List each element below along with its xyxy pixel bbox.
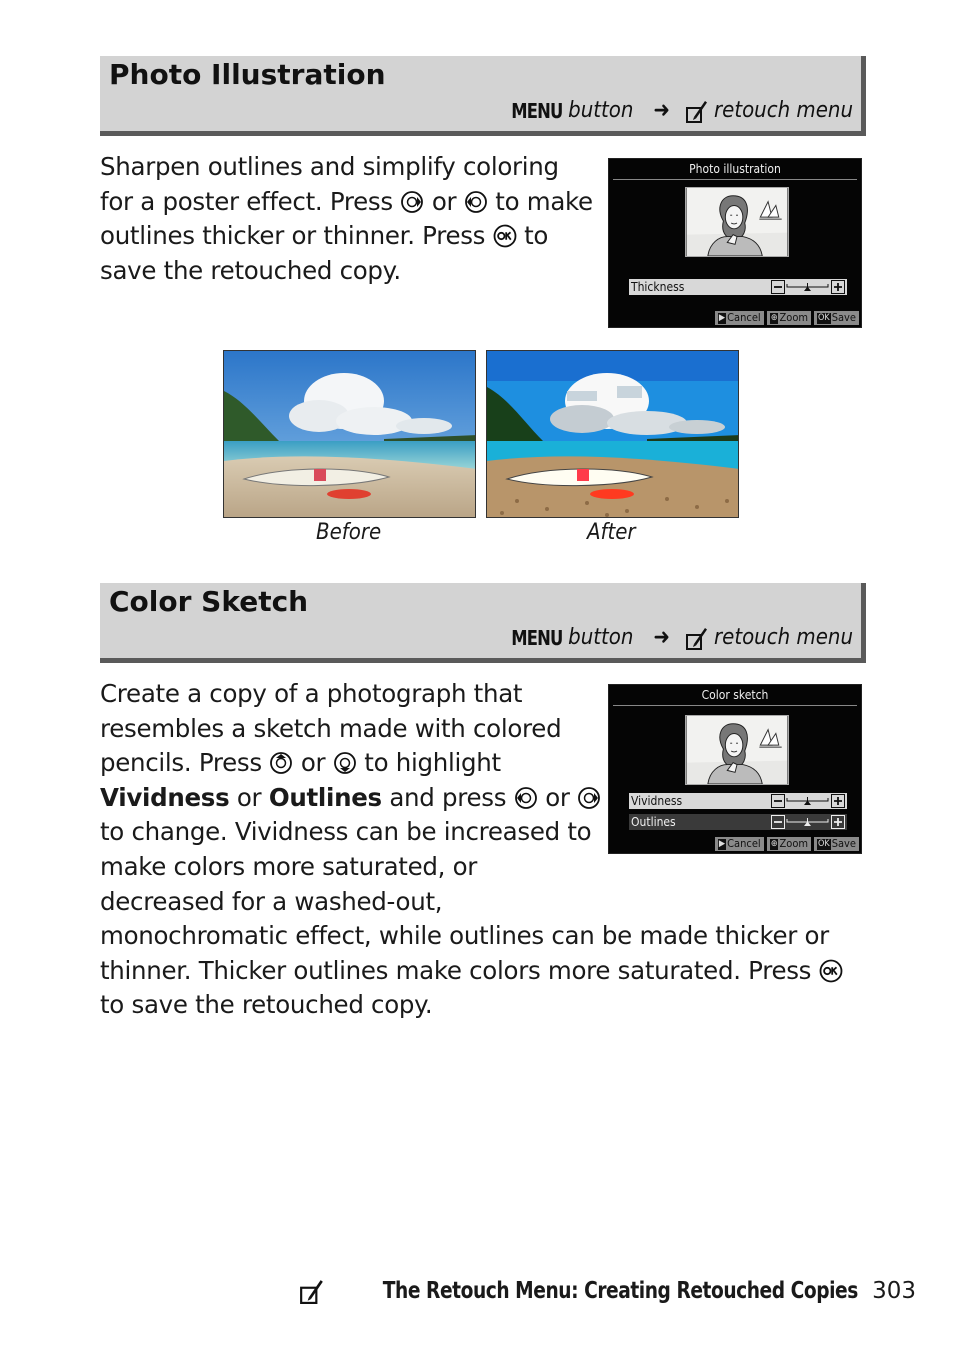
menu-key-label: MENU [510, 625, 563, 650]
ok-button-icon [819, 959, 843, 983]
beach-after-image [487, 351, 739, 518]
text-span: resembles a sketch made with colored [100, 713, 562, 743]
preview-image [685, 187, 789, 257]
cancel-hint [715, 837, 764, 851]
text-span: Sharpen outlines and simplify coloring [100, 152, 559, 181]
after-caption: After [587, 520, 636, 545]
outlines-slider [771, 815, 845, 829]
page-footer [300, 1278, 916, 1304]
retouch-menu-icon [686, 99, 708, 123]
save-label: Save [831, 311, 856, 324]
text-span: or [424, 186, 464, 216]
divider [613, 705, 857, 706]
vividness-slider [771, 794, 845, 808]
chapter-title: The Retouch Menu: Creating Retouched Copies [383, 1278, 859, 1304]
camera-screen-title: Color sketch [701, 688, 769, 702]
camera-footer [715, 311, 859, 325]
text-span: to highlight [356, 748, 501, 778]
retouch-menu-label: retouch menu [714, 98, 853, 123]
zoom-label: Zoom [779, 311, 809, 324]
zoom-hint [767, 837, 811, 851]
text-span: or [537, 782, 578, 812]
camera-screen-title: Photo illustration [689, 162, 781, 176]
text-span: save the retouched copy. [100, 255, 401, 285]
after-photo [486, 350, 739, 518]
text-line [100, 150, 593, 185]
save-hint [814, 311, 859, 325]
save-label: Save [831, 837, 856, 850]
multi-selector-up-icon [269, 751, 293, 775]
text-line [100, 919, 843, 954]
vividness-label: Vividness [631, 794, 683, 808]
divider [613, 179, 857, 180]
zoom-key-icon: ⊕ [770, 312, 778, 323]
text-line [100, 885, 843, 920]
text-line [100, 185, 593, 220]
cancel-label: Cancel [727, 311, 761, 324]
multi-selector-right-icon [400, 190, 424, 214]
camera-footer [715, 837, 859, 851]
text-span: or [229, 782, 269, 812]
text-span: make colors more saturated, or [100, 851, 478, 881]
playback-key-icon: ▶ [718, 312, 726, 323]
text-span: and press [381, 782, 514, 812]
ok-key-icon: OK [818, 312, 830, 323]
page-number: 303 [872, 1278, 916, 1304]
playback-key-icon: ▶ [718, 838, 726, 849]
preview-image [685, 715, 789, 785]
arrow-icon: ➜ [653, 98, 670, 123]
multi-selector-right-icon [577, 786, 601, 810]
text-span: outlines thicker or thinner. Press [100, 221, 493, 251]
menu-path [500, 625, 853, 650]
photo-illustration-camera-screen [608, 158, 862, 328]
retouch-menu-icon [686, 626, 708, 650]
ok-key-icon: OK [818, 838, 830, 849]
text-span: Create a copy of a photograph that [100, 679, 523, 708]
photo-illustration-description [100, 150, 593, 288]
save-hint [814, 837, 859, 851]
color-sketch-title: Color Sketch [109, 585, 309, 618]
cancel-hint [715, 311, 764, 325]
multi-selector-left-icon [514, 786, 538, 810]
arrow-icon: ➜ [653, 625, 670, 650]
text-span: for a poster effect. Press [100, 186, 401, 216]
vividness-row [629, 793, 847, 809]
zoom-label: Zoom [779, 837, 809, 850]
text-line [100, 988, 843, 1023]
text-span: decreased for a washed-out, [100, 886, 443, 916]
zoom-hint [767, 311, 811, 325]
beach-before-image [224, 351, 476, 518]
photo-illustration-header [100, 56, 866, 136]
multi-selector-down-icon [333, 751, 357, 775]
text-span: to save the retouched copy. [100, 990, 433, 1020]
text-span: monochromatic effect, while outlines can be made thicker or [100, 921, 829, 951]
color-sketch-header [100, 583, 866, 663]
text-span: to make [487, 186, 593, 216]
before-caption: Before [316, 520, 382, 545]
text-line [100, 850, 843, 885]
thickness-label: Thickness [631, 280, 685, 294]
vividness-term: Vividness [100, 782, 230, 812]
menu-key-label: MENU [510, 98, 563, 123]
text-span: or [293, 748, 333, 778]
button-label: button [568, 98, 634, 123]
outlines-label: Outlines [631, 815, 676, 829]
text-span: pencils. Press [100, 748, 270, 778]
button-label: button [568, 625, 634, 650]
thickness-row [629, 279, 847, 295]
menu-path [500, 98, 853, 123]
color-sketch-camera-screen [608, 684, 862, 854]
zoom-key-icon: ⊕ [770, 838, 778, 849]
ok-button-icon [493, 224, 517, 248]
outlines-row [629, 814, 847, 830]
thickness-slider [771, 280, 845, 294]
multi-selector-left-icon [464, 190, 488, 214]
text-span: thinner. Thicker outlines make colors more saturated. Press [100, 955, 819, 985]
text-line [100, 219, 593, 254]
retouch-menu-label: retouch menu [714, 625, 853, 650]
text-line [100, 954, 843, 989]
text-line [100, 254, 593, 289]
retouch-menu-icon [300, 1278, 324, 1304]
photo-illustration-title: Photo Illustration [109, 58, 386, 91]
outlines-term: Outlines [268, 782, 382, 812]
before-photo [223, 350, 476, 518]
text-span: to change. Vividness can be increased to [100, 817, 592, 847]
text-span: to [516, 221, 549, 251]
cancel-label: Cancel [727, 837, 761, 850]
